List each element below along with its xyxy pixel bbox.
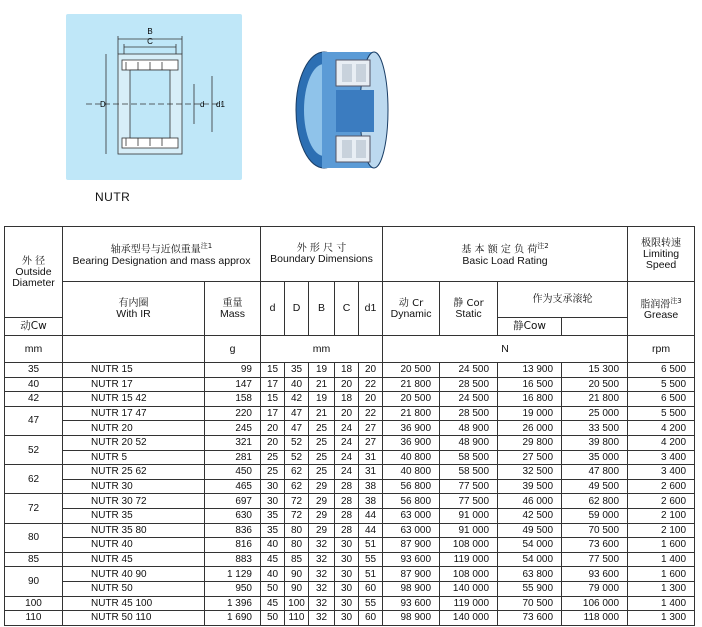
table-cell: NUTR 35 80 xyxy=(63,523,205,538)
table-cell: 1 400 xyxy=(628,552,695,567)
table-cell: 281 xyxy=(205,450,261,465)
table-cell: 50 xyxy=(261,581,285,596)
unit-mm: mm xyxy=(5,336,63,363)
table-cell: 87 900 xyxy=(383,567,440,582)
unit-n: N xyxy=(383,336,628,363)
header-col-d1: d1 xyxy=(359,282,383,336)
table-cell: 27 xyxy=(359,435,383,450)
header-static-cor: 静 Cor Static xyxy=(440,282,498,336)
outside-diameter-cell: 35 xyxy=(5,363,63,378)
unit-g: g xyxy=(205,336,261,363)
table-cell: 20 xyxy=(261,421,285,436)
table-cell: 20 500 xyxy=(562,377,628,392)
table-cell: 1 690 xyxy=(205,611,261,626)
table-cell: NUTR 17 xyxy=(63,377,205,392)
table-cell: 21 800 xyxy=(562,392,628,407)
table-cell: 31 xyxy=(359,450,383,465)
table-cell: 40 800 xyxy=(383,450,440,465)
table-cell: 21 800 xyxy=(383,377,440,392)
table-cell: NUTR 20 xyxy=(63,421,205,436)
header-cw: 动Cw xyxy=(5,318,63,336)
table-cell: 45 xyxy=(261,596,285,611)
table-cell: 158 xyxy=(205,392,261,407)
table-cell: 42 xyxy=(285,392,309,407)
table-cell: 19 xyxy=(309,363,335,378)
table-cell: 91 000 xyxy=(440,523,498,538)
table-cell: 950 xyxy=(205,581,261,596)
table-cell: 77 500 xyxy=(562,552,628,567)
table-cell: NUTR 50 xyxy=(63,581,205,596)
table-cell: 2 100 xyxy=(628,508,695,523)
table-cell: 73 600 xyxy=(562,538,628,553)
header-col-D: D xyxy=(285,282,309,336)
table-cell: 60 xyxy=(359,611,383,626)
bearing-3d-illustration xyxy=(282,40,392,180)
table-cell: 1 600 xyxy=(628,567,695,582)
table-cell: 25 xyxy=(309,450,335,465)
table-cell: 15 xyxy=(261,392,285,407)
header-limiting-speed: 极限转速 Limiting Speed xyxy=(628,227,695,282)
bearing-cross-section-svg xyxy=(66,14,242,180)
table-cell: 5 500 xyxy=(628,406,695,421)
table-cell: 31 xyxy=(359,465,383,480)
table-cell: 56 800 xyxy=(383,479,440,494)
table-cell: 140 000 xyxy=(440,581,498,596)
table-cell: 63 000 xyxy=(383,523,440,538)
table-cell: 2 100 xyxy=(628,523,695,538)
table-cell: 16 500 xyxy=(498,377,562,392)
table-cell: 20 xyxy=(359,392,383,407)
table-cell: 90 xyxy=(285,567,309,582)
table-cell: 40 xyxy=(261,567,285,582)
table-cell: 44 xyxy=(359,508,383,523)
header-mass: 重量 Mass xyxy=(205,282,261,336)
table-cell: 35 xyxy=(285,363,309,378)
table-cell: 321 xyxy=(205,435,261,450)
table-cell: 32 xyxy=(309,567,335,582)
table-cell: 70 500 xyxy=(562,523,628,538)
table-cell: 24 xyxy=(335,435,359,450)
table-cell: 28 xyxy=(335,479,359,494)
table-cell: 55 xyxy=(359,596,383,611)
table-row xyxy=(5,363,695,378)
table-row xyxy=(5,494,695,509)
table-cell: 36 900 xyxy=(383,435,440,450)
table-cell: NUTR 30 72 xyxy=(63,494,205,509)
table-cell: 29 800 xyxy=(498,435,562,450)
table-cell: 40 xyxy=(261,538,285,553)
table-cell: 90 xyxy=(285,581,309,596)
table-cell: 816 xyxy=(205,538,261,553)
table-cell: 3 400 xyxy=(628,450,695,465)
table-cell: 93 600 xyxy=(562,567,628,582)
table-cell: NUTR 45 xyxy=(63,552,205,567)
header-with-ir: 有内圈 With IR xyxy=(63,282,205,336)
table-cell: 1 396 xyxy=(205,596,261,611)
table-cell: 72 xyxy=(285,494,309,509)
table-cell: 30 xyxy=(335,596,359,611)
header-outside-diameter: 外 径 Outside Diameter xyxy=(5,227,63,318)
table-cell: 51 xyxy=(359,538,383,553)
table-row xyxy=(5,377,695,392)
table-cell: 98 900 xyxy=(383,611,440,626)
table-cell: 19 000 xyxy=(498,406,562,421)
outside-diameter-cell: 90 xyxy=(5,567,63,596)
table-cell: 28 xyxy=(335,494,359,509)
table-cell: 836 xyxy=(205,523,261,538)
dim-label-outer-d: D xyxy=(100,100,106,109)
table-cell: 2 600 xyxy=(628,494,695,509)
table-cell: 697 xyxy=(205,494,261,509)
table-cell: 6 500 xyxy=(628,363,695,378)
outside-diameter-cell: 62 xyxy=(5,465,63,494)
table-cell: 6 500 xyxy=(628,392,695,407)
table-cell: 25 xyxy=(261,465,285,480)
table-cell: 35 000 xyxy=(562,450,628,465)
table-cell: 20 xyxy=(335,406,359,421)
table-cell: 93 600 xyxy=(383,596,440,611)
table-cell: 450 xyxy=(205,465,261,480)
table-cell: 30 xyxy=(261,479,285,494)
table-cell: 47 800 xyxy=(562,465,628,480)
table-cell: 108 000 xyxy=(440,538,498,553)
table-cell: NUTR 40 90 xyxy=(63,567,205,582)
table-cell: 32 xyxy=(309,581,335,596)
table-cell: 1 400 xyxy=(628,596,695,611)
table-row xyxy=(5,552,695,567)
table-row xyxy=(5,465,695,480)
header-load-rating: 基 本 额 定 负 荷$^{注2}$ Basic Load Rating xyxy=(383,227,628,282)
table-cell: 36 900 xyxy=(383,421,440,436)
table-row xyxy=(5,581,695,596)
table-cell: 28 xyxy=(335,523,359,538)
table-cell: 25 xyxy=(309,435,335,450)
table-cell: 54 000 xyxy=(498,552,562,567)
table-cell: 40 800 xyxy=(383,465,440,480)
table-cell: 25 xyxy=(309,421,335,436)
table-cell: 48 900 xyxy=(440,435,498,450)
table-cell: 20 500 xyxy=(383,392,440,407)
outside-diameter-cell: 110 xyxy=(5,611,63,626)
table-row xyxy=(5,435,695,450)
unit-rpm: rpm xyxy=(628,336,695,363)
table-cell: 38 xyxy=(359,479,383,494)
table-cell: 27 500 xyxy=(498,450,562,465)
unit-blank xyxy=(63,336,205,363)
table-row xyxy=(5,406,695,421)
table-cell: 98 900 xyxy=(383,581,440,596)
dim-label-c: C xyxy=(147,37,153,46)
table-cell: 25 xyxy=(261,450,285,465)
table-row xyxy=(5,596,695,611)
table-cell: 27 xyxy=(359,421,383,436)
table-cell: 1 300 xyxy=(628,611,695,626)
table-cell: 21 xyxy=(309,406,335,421)
table-cell: 140 000 xyxy=(440,611,498,626)
outside-diameter-cell: 80 xyxy=(5,523,63,552)
outside-diameter-cell: 100 xyxy=(5,596,63,611)
table-cell: 1 600 xyxy=(628,538,695,553)
table-cell: 80 xyxy=(285,523,309,538)
table-cell: 44 xyxy=(359,523,383,538)
table-cell: 220 xyxy=(205,406,261,421)
header-col-d: d xyxy=(261,282,285,336)
bearing-spec-table xyxy=(4,226,695,626)
table-cell: 17 xyxy=(261,377,285,392)
header-grease: 脂润滑$^{注3}$ Grease xyxy=(628,282,695,336)
table-cell: 30 xyxy=(261,494,285,509)
table-cell: 40 xyxy=(285,377,309,392)
table-cell: 22 xyxy=(359,406,383,421)
outside-diameter-cell: 85 xyxy=(5,552,63,567)
table-cell: 42 500 xyxy=(498,508,562,523)
dim-label-b: B xyxy=(147,27,153,36)
table-cell: 80 xyxy=(285,538,309,553)
table-cell: 32 xyxy=(309,538,335,553)
table-row xyxy=(5,479,695,494)
table-cell: 2 600 xyxy=(628,479,695,494)
table-cell: 4 200 xyxy=(628,421,695,436)
table-cell: 52 xyxy=(285,450,309,465)
table-cell: 20 xyxy=(261,435,285,450)
table-cell: 28 500 xyxy=(440,406,498,421)
table-cell: NUTR 15 xyxy=(63,363,205,378)
unit-dims-mm: mm xyxy=(261,336,383,363)
table-cell: 58 500 xyxy=(440,450,498,465)
table-cell: 20 xyxy=(359,363,383,378)
table-cell: 55 900 xyxy=(498,581,562,596)
table-cell: 50 xyxy=(261,611,285,626)
header-boundary-dimensions: 外 形 尺 寸 Boundary Dimensions xyxy=(261,227,383,282)
table-cell: 52 xyxy=(285,435,309,450)
header-support-roller: 作为支承滚轮 xyxy=(498,282,628,318)
table-cell: 79 000 xyxy=(562,581,628,596)
table-cell: 63 000 xyxy=(383,508,440,523)
table-cell: 25 000 xyxy=(562,406,628,421)
outside-diameter-cell: 72 xyxy=(5,494,63,523)
table-cell: 54 000 xyxy=(498,538,562,553)
table-row xyxy=(5,567,695,582)
table-cell: 26 000 xyxy=(498,421,562,436)
table-cell: NUTR 40 xyxy=(63,538,205,553)
table-cell: 49 500 xyxy=(498,523,562,538)
table-cell: 30 xyxy=(335,552,359,567)
table-cell: 100 xyxy=(285,596,309,611)
table-cell: 45 xyxy=(261,552,285,567)
spec-table-body xyxy=(5,363,695,626)
header-designation: 轴承型号与近似重量$^{注1}$ Bearing Designation and mass approx xyxy=(63,227,261,282)
table-cell: 21 800 xyxy=(383,406,440,421)
header-col-C: C xyxy=(335,282,359,336)
table-cell: 24 500 xyxy=(440,363,498,378)
table-cell: 17 xyxy=(261,406,285,421)
table-cell: 73 600 xyxy=(498,611,562,626)
table-row xyxy=(5,538,695,553)
table-cell: 24 xyxy=(335,421,359,436)
table-cell: 30 xyxy=(335,611,359,626)
series-label: NUTR xyxy=(95,190,131,204)
table-cell: 30 xyxy=(335,567,359,582)
table-cell: 13 900 xyxy=(498,363,562,378)
table-row xyxy=(5,421,695,436)
table-cell: 32 xyxy=(309,596,335,611)
table-cell: 87 900 xyxy=(383,538,440,553)
table-cell: 18 xyxy=(335,363,359,378)
table-cell: 108 000 xyxy=(440,567,498,582)
table-cell: 62 xyxy=(285,479,309,494)
table-cell: 39 800 xyxy=(562,435,628,450)
table-row xyxy=(5,611,695,626)
table-cell: 3 400 xyxy=(628,465,695,480)
table-cell: NUTR 50 110 xyxy=(63,611,205,626)
table-cell: 38 xyxy=(359,494,383,509)
table-cell: 16 800 xyxy=(498,392,562,407)
table-cell: 49 500 xyxy=(562,479,628,494)
table-cell: 24 xyxy=(335,465,359,480)
table-cell: 62 xyxy=(285,465,309,480)
table-cell: 630 xyxy=(205,508,261,523)
table-cell: 47 xyxy=(285,421,309,436)
outside-diameter-cell: 40 xyxy=(5,377,63,392)
table-cell: 29 xyxy=(309,494,335,509)
table-cell: NUTR 30 xyxy=(63,479,205,494)
table-cell: 47 xyxy=(285,406,309,421)
table-cell: 93 600 xyxy=(383,552,440,567)
table-cell: 51 xyxy=(359,567,383,582)
table-row xyxy=(5,450,695,465)
table-cell: NUTR 45 100 xyxy=(63,596,205,611)
table-cell: 24 xyxy=(335,450,359,465)
table-cell: NUTR 17 47 xyxy=(63,406,205,421)
table-cell: 99 xyxy=(205,363,261,378)
table-cell: 29 xyxy=(309,479,335,494)
table-cell: 39 500 xyxy=(498,479,562,494)
outside-diameter-cell: 42 xyxy=(5,392,63,407)
header-col-B: B xyxy=(309,282,335,336)
table-cell: 63 800 xyxy=(498,567,562,582)
table-cell: 29 xyxy=(309,523,335,538)
table-cell: 28 500 xyxy=(440,377,498,392)
table-cell: 21 xyxy=(309,377,335,392)
table-cell: 106 000 xyxy=(562,596,628,611)
table-cell: 1 300 xyxy=(628,581,695,596)
table-cell: 35 xyxy=(261,508,285,523)
table-cell: NUTR 25 62 xyxy=(63,465,205,480)
table-cell: 32 xyxy=(309,552,335,567)
header-cow: 静Cow xyxy=(498,318,562,336)
outside-diameter-cell: 52 xyxy=(5,435,63,464)
table-row xyxy=(5,508,695,523)
table-cell: 28 xyxy=(335,508,359,523)
table-cell: 32 500 xyxy=(498,465,562,480)
table-cell: 85 xyxy=(285,552,309,567)
table-cell: 25 xyxy=(309,465,335,480)
table-cell: 72 xyxy=(285,508,309,523)
table-cell: NUTR 35 xyxy=(63,508,205,523)
dim-label-inner-d: d xyxy=(200,100,205,109)
table-cell: NUTR 20 52 xyxy=(63,435,205,450)
table-cell: 58 500 xyxy=(440,465,498,480)
table-cell: 147 xyxy=(205,377,261,392)
table-cell: 60 xyxy=(359,581,383,596)
table-cell: 119 000 xyxy=(440,596,498,611)
table-cell: 30 xyxy=(335,581,359,596)
table-cell: 18 xyxy=(335,392,359,407)
table-cell: 22 xyxy=(359,377,383,392)
table-cell: 465 xyxy=(205,479,261,494)
table-cell: 70 500 xyxy=(498,596,562,611)
table-cell: 46 000 xyxy=(498,494,562,509)
table-cell: 15 300 xyxy=(562,363,628,378)
table-cell: 20 xyxy=(335,377,359,392)
cross-section-drawing xyxy=(66,14,242,180)
table-cell: 77 500 xyxy=(440,479,498,494)
table-cell: 110 xyxy=(285,611,309,626)
table-cell: 59 000 xyxy=(562,508,628,523)
table-cell: 15 xyxy=(261,363,285,378)
table-cell: 30 xyxy=(335,538,359,553)
table-cell: 245 xyxy=(205,421,261,436)
table-cell: 119 000 xyxy=(440,552,498,567)
table-cell: 29 xyxy=(309,508,335,523)
table-cell: NUTR 5 xyxy=(63,450,205,465)
header-dynamic-cr: 动 Cr Dynamic xyxy=(383,282,440,336)
outside-diameter-cell: 47 xyxy=(5,406,63,435)
table-row xyxy=(5,523,695,538)
table-cell: 883 xyxy=(205,552,261,567)
table-cell: 24 500 xyxy=(440,392,498,407)
table-cell: 118 000 xyxy=(562,611,628,626)
table-cell: 55 xyxy=(359,552,383,567)
table-cell: 77 500 xyxy=(440,494,498,509)
table-cell: 48 900 xyxy=(440,421,498,436)
table-cell: 4 200 xyxy=(628,435,695,450)
table-cell: 1 129 xyxy=(205,567,261,582)
table-cell: NUTR 15 42 xyxy=(63,392,205,407)
table-cell: 33 500 xyxy=(562,421,628,436)
table-cell: 91 000 xyxy=(440,508,498,523)
table-cell: 62 800 xyxy=(562,494,628,509)
table-cell: 56 800 xyxy=(383,494,440,509)
table-cell: 19 xyxy=(309,392,335,407)
table-cell: 20 500 xyxy=(383,363,440,378)
table-cell: 32 xyxy=(309,611,335,626)
table-cell: 5 500 xyxy=(628,377,695,392)
table-cell: 35 xyxy=(261,523,285,538)
dim-label-d1: d1 xyxy=(216,100,225,109)
table-row xyxy=(5,392,695,407)
